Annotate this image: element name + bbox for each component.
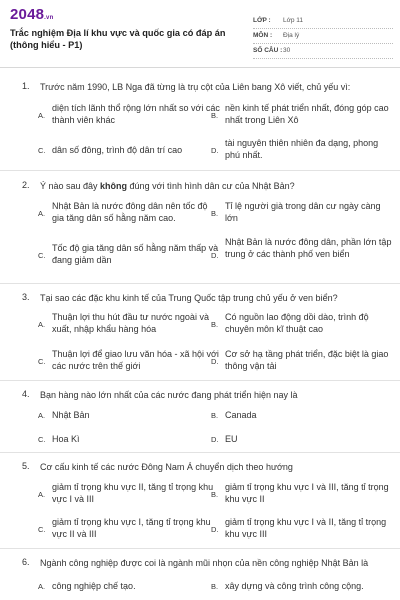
- question-6: [0, 557, 400, 597]
- question-text: Tại sao các đặc khu kinh tế của Trung Quốc tập trung chủ yếu ở ven biển?: [40, 293, 338, 303]
- option-letter: A.: [38, 320, 46, 329]
- meta-subject-value: Địa lý: [283, 32, 300, 39]
- option-letter: B.: [211, 582, 219, 591]
- option-text: xây dựng và công trình công cộng.: [225, 581, 364, 591]
- question-number: 6.: [22, 557, 30, 567]
- question-text: Trước năm 1990, LB Nga đã từng là trụ cột của Liên bang Xô viết, chủ yếu vì:: [40, 82, 351, 92]
- option-letter: A.: [38, 490, 46, 499]
- option-text: nền kinh tế phát triển nhất, đóng góp cao nhất trong Liên Xô: [225, 103, 389, 125]
- option-text: Tốc độ gia tăng dân số hằng năm thấp và đang giảm dần: [52, 243, 219, 265]
- option-text: Thuận lợi để giao lưu văn hóa - xã hội với các nước trên thế giới: [52, 349, 219, 371]
- option-letter: B.: [211, 411, 219, 420]
- question-text-pre: Ý nào sau đây: [40, 181, 101, 191]
- option-letter: B.: [211, 490, 219, 499]
- divider: [0, 452, 400, 453]
- option-letter: A.: [38, 111, 46, 120]
- option-text: tài nguyên thiên nhiên đa dạng, phong phú nhất.: [225, 138, 379, 160]
- question-text: Cơ cấu kinh tế các nước Đông Nam Á chuyển dịch theo hướng: [40, 462, 293, 472]
- meta-subject: [253, 29, 393, 44]
- site-logo[interactable]: [10, 6, 53, 23]
- page-title: Trắc nghiệm Địa lí khu vực và quốc gia có đáp án (thông hiểu - P1): [10, 28, 226, 50]
- option-text: Nhật Bản là nước đông dân nên tốc độ gia tăng dân số hằng năm cao.: [52, 201, 208, 223]
- option-letter: D.: [211, 251, 219, 260]
- question-text-emphasis: không: [100, 181, 128, 191]
- option-letter: C.: [38, 435, 46, 444]
- option-letter: D.: [211, 435, 219, 444]
- question-text: Bạn hàng nào lớn nhất của các nước đang phát triển hiện nay là: [40, 390, 298, 400]
- option-text: giảm tỉ trọng khu vực I và II, tăng tỉ trọng khu vực III: [225, 517, 387, 539]
- option-text: Nhật Bản: [52, 410, 90, 420]
- question-number: 3.: [22, 292, 30, 302]
- meta-count-value: 30: [283, 47, 291, 54]
- page-header: [0, 0, 400, 68]
- option-text: Thuận lợi thu hút đầu tư nước ngoài và xuất, nhập khẩu hàng hóa: [52, 312, 209, 334]
- option-text: giảm tỉ trọng khu vực I, tăng tỉ trọng khu vực II và III: [52, 517, 211, 539]
- option-text: giảm tỉ trọng khu vực I và III, tăng tỉ trọng khu vực II: [225, 482, 389, 504]
- option-text: Có nguồn lao động dồi dào, trình độ chuyên môn kĩ thuật cao: [225, 312, 369, 334]
- divider: [0, 380, 400, 381]
- option-text: Hoa Kì: [52, 434, 80, 444]
- option-text: giảm tỉ trọng khu vực II, tăng tỉ trọng khu vực I và III: [52, 482, 214, 504]
- option-text: Tỉ lệ người già trong dân cư ngày càng lớn: [225, 201, 381, 223]
- option-text: dân số đông, trình độ dân trí cao: [52, 145, 183, 155]
- option-letter: C.: [38, 146, 46, 155]
- meta-subject-label: MÔN :: [253, 32, 273, 39]
- question-4: [0, 389, 400, 447]
- option-text: diện tích lãnh thổ rộng lớn nhất so với các thành viên khác: [52, 103, 220, 125]
- question-text: Ngành công nghiệp được coi là ngành mũi nhọn của nền công nghiệp Nhật Bản là: [40, 558, 369, 568]
- option-letter: C.: [38, 525, 46, 534]
- question-2: [0, 180, 400, 280]
- question-5: [0, 461, 400, 543]
- divider: [0, 548, 400, 549]
- question-number: 2.: [22, 180, 30, 190]
- option-letter: A.: [38, 582, 46, 591]
- meta-class: [253, 14, 393, 29]
- option-letter: D.: [211, 357, 219, 366]
- quiz-meta: [253, 14, 393, 59]
- meta-class-label: LỚP :: [253, 17, 271, 24]
- question-number: 4.: [22, 389, 30, 399]
- divider: [0, 170, 400, 171]
- option-letter: B.: [211, 320, 219, 329]
- option-letter: D.: [211, 146, 219, 155]
- option-text: Canada: [225, 410, 257, 420]
- question-text: [40, 180, 390, 192]
- question-number: 1.: [22, 81, 30, 91]
- question-3: [0, 292, 400, 382]
- option-letter: C.: [38, 357, 46, 366]
- question-text-post: đúng với tình hình dân cư của Nhật Bản?: [127, 181, 295, 191]
- option-letter: A.: [38, 411, 46, 420]
- option-text: EU: [225, 434, 238, 444]
- logo-text: 2048: [10, 6, 45, 23]
- question-1: [0, 81, 400, 161]
- option-text: công nghiệp chế tạo.: [52, 581, 136, 591]
- meta-question-count: [253, 44, 393, 59]
- option-letter: C.: [38, 251, 46, 260]
- option-letter: B.: [211, 111, 219, 120]
- option-letter: B.: [211, 209, 219, 218]
- divider: [0, 283, 400, 284]
- question-number: 5.: [22, 461, 30, 471]
- meta-class-value: Lớp 11: [283, 17, 304, 24]
- option-text: Cơ sở hạ tầng phát triển, đặc biệt là giao thông vận tải: [225, 349, 389, 371]
- option-letter: A.: [38, 209, 46, 218]
- meta-count-label: SỐ CÂU :: [253, 47, 283, 54]
- option-text: Nhật Bản là nước đông dân, phần lớn tập trung ở các thành phố ven biển: [225, 237, 392, 259]
- option-letter: D.: [211, 525, 219, 534]
- logo-suffix: .vn: [44, 15, 54, 21]
